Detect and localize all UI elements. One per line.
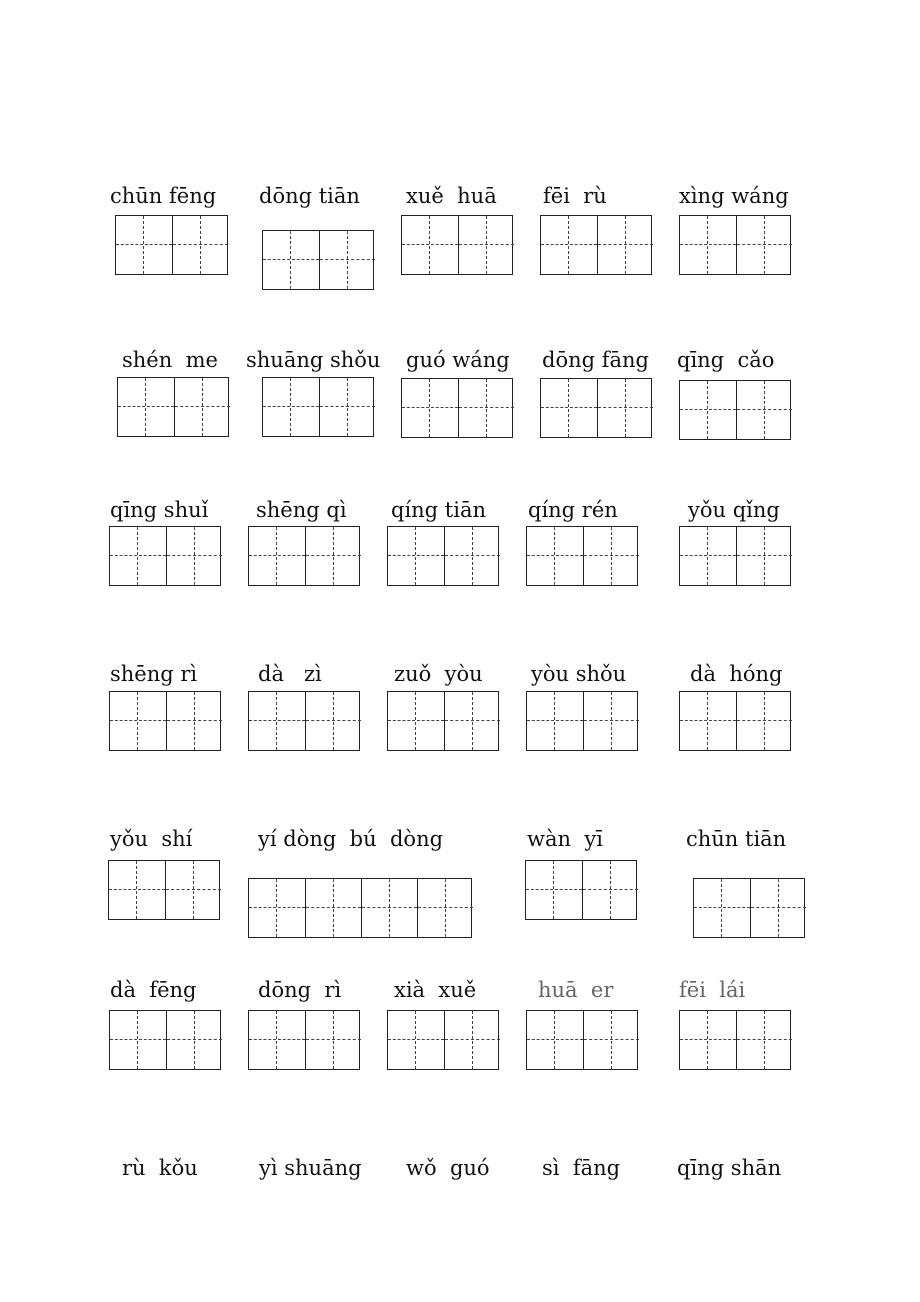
pinyin-label: qíng tiān: [391, 498, 487, 522]
pinyin-label: rù kǒu: [122, 1156, 198, 1180]
pinyin-label: dōng rì: [258, 978, 342, 1002]
pinyin-label: yì shuāng: [259, 1156, 362, 1180]
writing-grid: [526, 1010, 638, 1070]
pinyin-label: dà zì: [258, 662, 322, 686]
writing-grid: [526, 691, 638, 751]
writing-grid: [679, 215, 791, 275]
pinyin-label: yǒu shí: [110, 827, 193, 851]
pinyin-label: qíng rén: [528, 498, 618, 522]
writing-grid: [248, 878, 472, 938]
writing-grid: [679, 380, 791, 440]
pinyin-label: shén me: [122, 348, 218, 372]
pinyin-label: chūn fēng: [110, 184, 217, 208]
pinyin-label: wàn yī: [527, 827, 603, 851]
writing-grid: [387, 691, 499, 751]
pinyin-label: shuāng shǒu: [246, 348, 381, 372]
pinyin-label: fēi lái: [679, 978, 746, 1002]
pinyin-label: yí dòng bú dòng: [258, 827, 444, 851]
writing-grid: [525, 860, 637, 920]
writing-grid: [115, 215, 228, 275]
pinyin-label: yòu shǒu: [531, 662, 627, 686]
writing-grid: [108, 860, 220, 920]
writing-grid: [262, 230, 374, 290]
writing-grid: [401, 378, 513, 438]
writing-grid: [387, 1010, 499, 1070]
writing-grid: [262, 377, 374, 437]
pinyin-label: yǒu qǐng: [688, 498, 780, 522]
writing-grid: [387, 526, 499, 586]
writing-grid: [248, 1010, 360, 1070]
writing-grid: [117, 377, 229, 437]
writing-grid: [248, 691, 360, 751]
pinyin-label: fēi rù: [543, 184, 607, 208]
pinyin-label: wǒ guó: [406, 1156, 490, 1180]
pinyin-label: dōng tiān: [259, 184, 360, 208]
writing-grid: [693, 878, 805, 938]
pinyin-label: qīng cǎo: [677, 348, 775, 372]
writing-grid: [679, 1010, 791, 1070]
pinyin-label: xià xuě: [394, 978, 477, 1002]
pinyin-label: huā er: [538, 978, 614, 1002]
pinyin-label: shēng rì: [110, 662, 198, 686]
writing-grid: [679, 691, 791, 751]
pinyin-label: guó wáng: [406, 348, 510, 372]
pinyin-label: chūn tiān: [686, 827, 787, 851]
pinyin-label: dōng fāng: [542, 348, 649, 372]
writing-grid: [540, 215, 652, 275]
pinyin-label: qīng shān: [677, 1156, 782, 1180]
pinyin-label: shēng qì: [256, 498, 347, 522]
writing-grid: [109, 691, 221, 751]
writing-grid: [248, 526, 360, 586]
writing-grid: [109, 1010, 221, 1070]
pinyin-label: zuǒ yòu: [394, 662, 483, 686]
writing-grid: [401, 215, 513, 275]
pinyin-label: sì fāng: [542, 1156, 621, 1180]
writing-grid: [526, 526, 638, 586]
pinyin-label: dà hóng: [690, 662, 783, 686]
writing-grid: [540, 378, 652, 438]
pinyin-label: xuě huā: [406, 184, 497, 208]
writing-grid: [679, 526, 791, 586]
writing-grid: [109, 526, 221, 586]
pinyin-label: xìng wáng: [679, 184, 789, 208]
pinyin-label: dà fēng: [110, 978, 197, 1002]
pinyin-label: qīng shuǐ: [110, 498, 209, 522]
